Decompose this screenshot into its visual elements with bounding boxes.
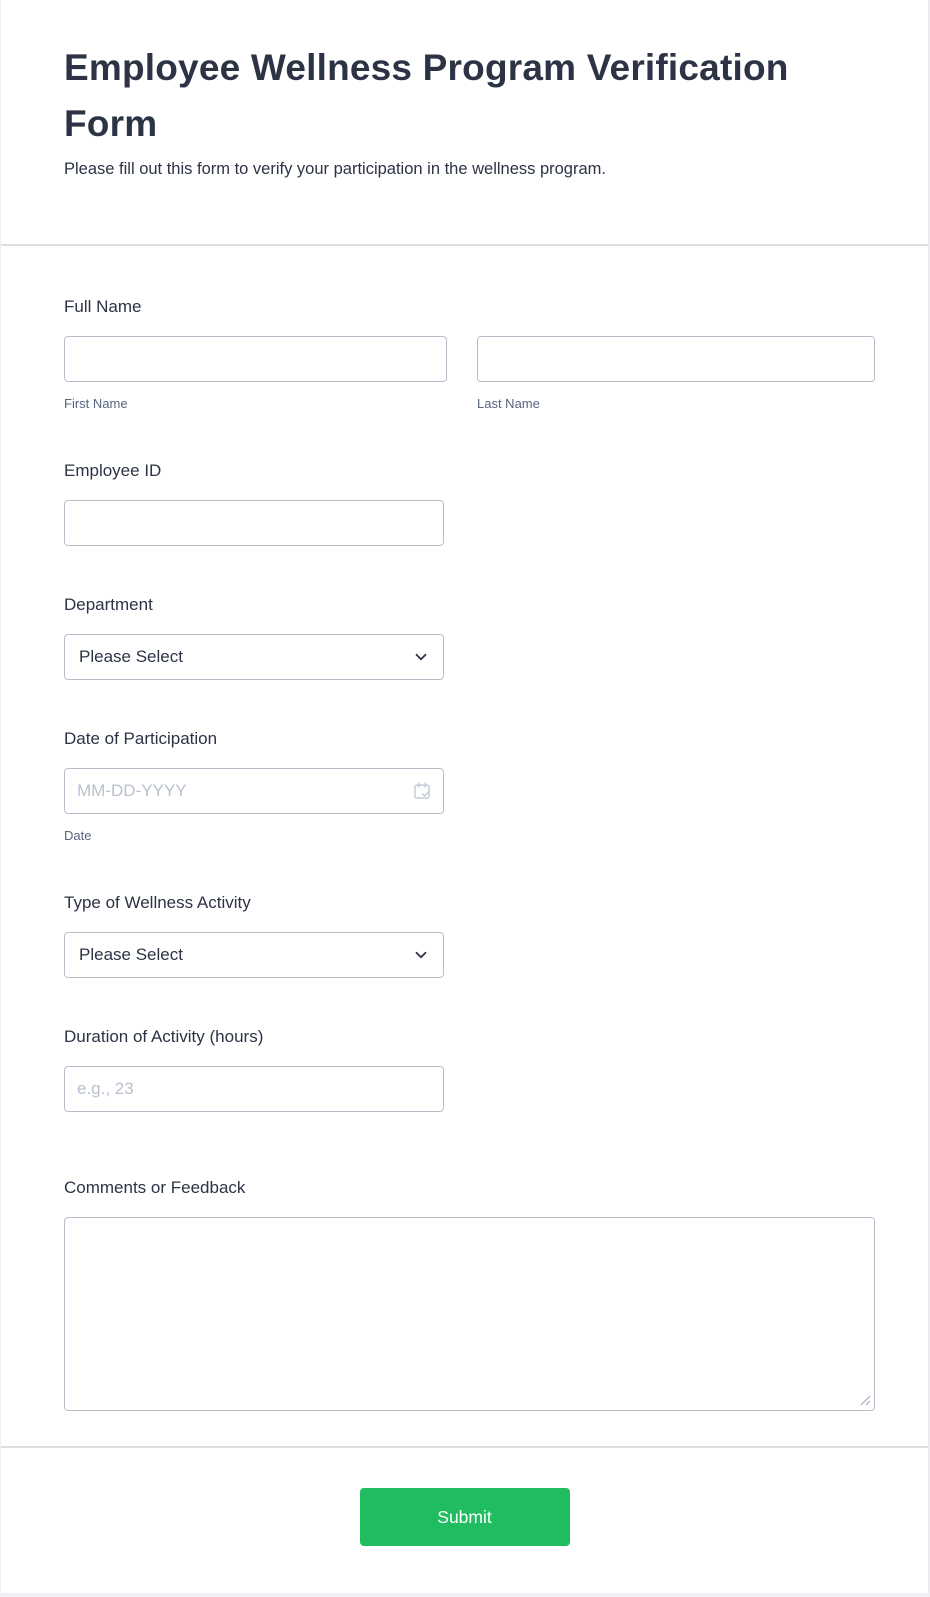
first-name-sublabel: First Name xyxy=(64,396,128,411)
duration-input[interactable] xyxy=(64,1066,444,1112)
question-activity-type xyxy=(64,891,857,978)
last-name-group xyxy=(477,336,875,412)
date-input-wrap xyxy=(64,768,444,814)
form-header xyxy=(1,0,928,244)
chevron-down-icon xyxy=(412,946,430,964)
duration-label: Duration of Activity (hours) xyxy=(64,1027,264,1046)
employee-id-input[interactable] xyxy=(64,500,444,546)
date-sublabel: Date xyxy=(64,828,92,843)
full-name-label: Full Name xyxy=(64,297,142,316)
comments-textarea-wrap xyxy=(64,1217,875,1411)
first-name-group xyxy=(64,336,447,412)
first-name-input[interactable] xyxy=(64,336,447,382)
submit-button[interactable]: Submit xyxy=(360,1488,570,1546)
question-full-name xyxy=(64,295,857,412)
department-label: Department xyxy=(64,595,153,614)
employee-id-label: Employee ID xyxy=(64,461,162,480)
question-duration xyxy=(64,1025,857,1112)
form-fields xyxy=(1,246,928,1446)
form-title: Employee Wellness Program Verification Form xyxy=(64,47,789,144)
activity-type-select[interactable] xyxy=(64,932,444,978)
full-name-row xyxy=(64,336,857,412)
participation-date-input[interactable] xyxy=(64,768,444,814)
activity-type-label: Type of Wellness Activity xyxy=(64,893,251,912)
form-subtitle: Please fill out this form to verify your participation in the wellness program. xyxy=(64,160,606,178)
activity-type-selected-value: Please Select xyxy=(79,945,183,964)
comments-textarea[interactable] xyxy=(64,1217,875,1411)
question-comments xyxy=(64,1176,857,1411)
comments-label: Comments or Feedback xyxy=(64,1178,246,1197)
question-participation-date xyxy=(64,727,857,844)
question-employee-id xyxy=(64,459,857,546)
department-select[interactable] xyxy=(64,634,444,680)
department-selected-value: Please Select xyxy=(79,647,183,666)
chevron-down-icon xyxy=(412,648,430,666)
participation-date-label: Date of Participation xyxy=(64,729,218,748)
submit-section xyxy=(1,1448,928,1593)
last-name-input[interactable] xyxy=(477,336,875,382)
question-department xyxy=(64,593,857,680)
last-name-sublabel: Last Name xyxy=(477,396,540,411)
